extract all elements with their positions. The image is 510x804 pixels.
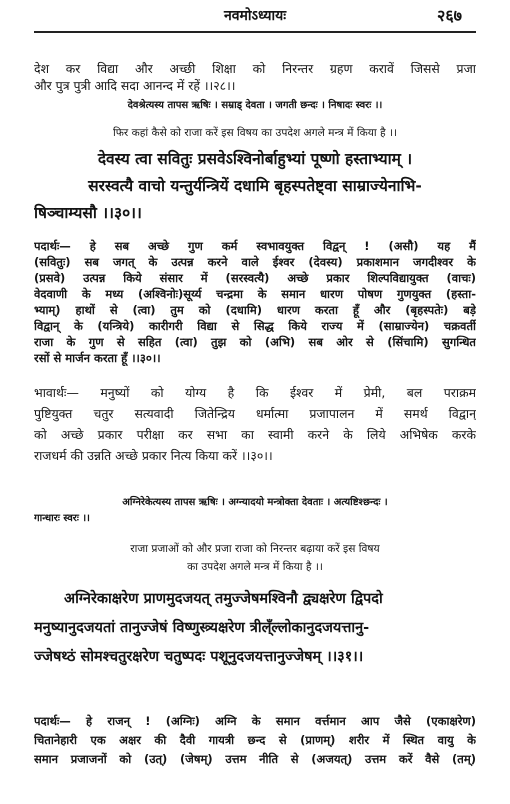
- text-line: देश कर विद्या और अच्छी शिक्षा को निरन्तर ग्रहण करावें जिससे प्रजा: [34, 61, 476, 76]
- rishi-devata-line: देवश्रेत्यस्य तापस ऋषिः । सम्राड् देवता । जगती छन्दः । निषादः स्वरः ।।: [127, 100, 383, 111]
- verse-line: ज्जेषथ्ठं सोमश्चतुरक्षरेण चतुष्पदः पशूनुदजयत्तानुज्जेषम् ।।३१।।: [34, 649, 364, 665]
- text-line: समान प्रजाजनों को (उत्) (जेषम्) उत्तम नीति से (अजयत्) उत्तम करें वैसे (तम्): [34, 752, 476, 766]
- header-rule: [34, 31, 476, 33]
- page-number: २६७: [437, 6, 462, 25]
- subject-note: फिर कहां कैसे को राजा करें इस विषय का उपदेश अगले मन्त्र में किया है ।।: [112, 127, 397, 139]
- padartha-30: [34, 238, 476, 366]
- text-line: भ्याम्) हाथों से (त्वा) तुम को (दधामि) धारण करता हूँ और (बृहस्पतेः) बड़े: [34, 303, 476, 317]
- text-line: राजधर्म की उन्नति अच्छे प्रकार नित्य किया करें ।।३०।।: [34, 448, 273, 463]
- text-line: पुष्टियुक्त चतुर सत्यवादी जितेन्द्रिय धर्मात्मा प्रजापालन में समर्थ विद्वान्: [34, 406, 476, 421]
- text-line: (सवितुः) सब जगत् के उत्पन्न करने वाले ईश्वर (देवस्य) प्रकाशमान जगदीश्वर के: [34, 255, 476, 269]
- text-line: को अच्छे प्रकार परीक्षा कर सभा का स्वामी करने के लिये अभिषेक करके: [34, 427, 476, 442]
- rishi-devata-line: [34, 495, 476, 527]
- verse-line: मनुष्यानुदजयतां तानुज्जेषं विष्णुस्त्र्यक्षरेण त्रील्ँल्लोकानुदजयत्तानु-: [34, 620, 370, 636]
- verse-line: षिञ्चाम्यसौ ।।३०।।: [34, 204, 142, 222]
- meta-line: अग्निरेकेत्यस्य तापस ऋषिः । अग्न्यादयो मन्त्रोक्ता देवताः । अत्यष्टिश्छन्दः ।: [122, 497, 388, 508]
- text-line: भावार्थः— मनुष्यों को योग्य है कि ईश्वर में प्रेमी, बल पराक्रम: [34, 385, 476, 400]
- chapter-header: नवमोऽध्यायः: [223, 8, 287, 24]
- text-line: राजा के गुण से सहित (त्वा) तुझ को (अभि) सब ओर से (सिंचामि) सुगन्धित: [34, 335, 476, 349]
- text-line: विद्वान् के (यन्त्रिये) कारीगरी विद्या से सिद्ध किये राज्य में (साम्राज्येन) चक्रवर्ती: [34, 319, 476, 333]
- text-line: पदार्थः— हे राजन् ! (अग्निः) अग्नि के समान वर्त्तमान आप जैसे (एकाक्षरेण): [34, 714, 476, 728]
- text-line: चितानेहारी एक अक्षर की दैवी गायत्री छन्द से (प्राणम्) शरीर में स्थित वायु के: [34, 733, 476, 747]
- note-line: राजा प्रजाओं को और प्रजा राजा को निरन्तर बढ़ाया करें इस विषय: [130, 543, 380, 555]
- text-line: पदार्थः— हे सब अच्छे गुण कर्म स्वभावयुक्त विद्वन् ! (असौ) यह मैं: [34, 239, 476, 253]
- verse-line: देवस्य त्वा सवितुः प्रसवेऽश्विनोर्बाहुभ्यां पूष्णो हस्ताभ्याम् ।: [97, 150, 413, 168]
- padartha-31: [34, 712, 476, 769]
- text-line: और पुत्र पुत्री आदि सदा आनन्द में रहें ।।२८।।: [34, 78, 236, 93]
- verse-line: सरस्वत्यै वाचो यन्तुर्यन्त्रियें दधामि बृहस्पतेष्ट्वा साम्राज्येनाभि-: [88, 177, 422, 195]
- intro-paragraph: [34, 60, 476, 94]
- bhavartha-30: [34, 382, 476, 466]
- meta-line: गान्धारः स्वरः ।।: [34, 513, 90, 524]
- verse-line: अग्निरेकाक्षरेण प्राणमुदजयत् तमुज्जेषमश्विनौ द्व्यक्षरेण द्विपदो: [64, 591, 383, 607]
- text-line: (प्रसवे) उत्पन्न किये संसार में (सरस्वत्यै) अच्छे प्रकार शिल्पविद्यायुक्त (वाचः): [34, 271, 476, 285]
- subject-note: [34, 540, 476, 576]
- text-line: वेदवाणी के मध्य (अश्विनोः)सूर्य्य चन्द्रमा के समान धारण पोषण गुणयुक्त (हस्ता-: [34, 287, 476, 301]
- note-line: का उपदेश अगले मन्त्र में किया है ।।: [187, 561, 323, 573]
- text-line: रसों से मार्जन करता हूँ ।।३०।।: [34, 351, 161, 365]
- mantra-31: [34, 585, 476, 672]
- mantra-30: [34, 146, 476, 227]
